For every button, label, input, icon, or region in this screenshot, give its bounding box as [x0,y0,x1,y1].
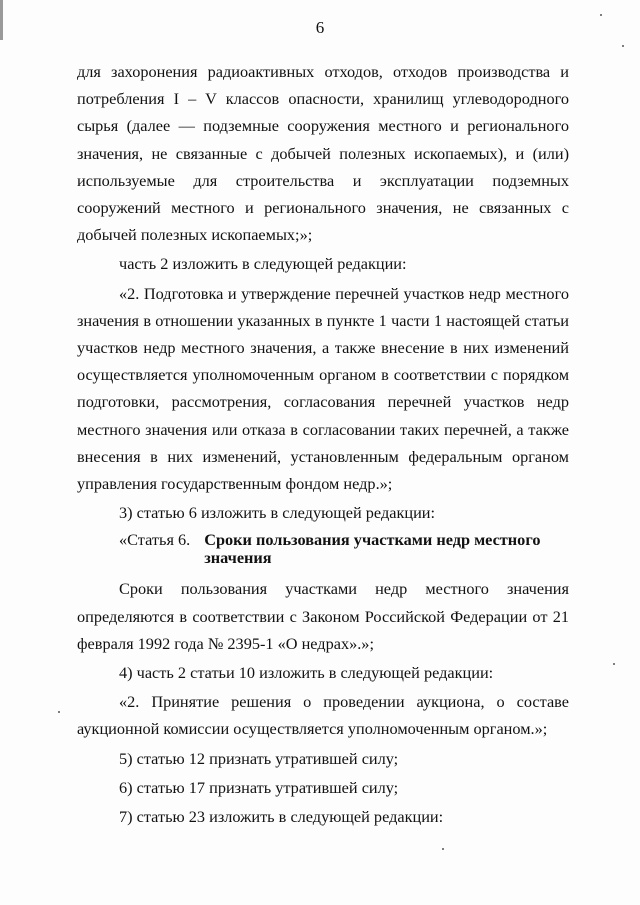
scan-speck [58,711,60,713]
article-heading [77,531,569,567]
paragraph-continuation: для захоронения радиоактивных отходов, отходов производства и потребления I – V классов опасности, хранилищ углеводородного сырья (далее — подземные сооружения местного и регионального значения, не связанные с добычей полезных ископаемых), и (или) используемые для строительства и эксплуатации подземных сооружений местного и регионального значения, не связанных с добычей полезных ископаемых;»; [77,62,569,245]
article-number: «Статья 6. [119,530,191,550]
scan-speck [442,848,444,850]
document-body [77,58,569,830]
paragraph-article-17: 6) статью 17 признать утратившей силу; [119,777,399,797]
paragraph-amendment-article-10: 4) часть 2 статьи 10 изложить в следующей редакции: [119,663,494,683]
paragraph-amendment-article-6: 3) статью 6 изложить в следующей редакции: [119,503,436,523]
paragraph-amendment-part-2: часть 2 изложить в следующей редакции: [119,254,407,274]
paragraph-quoted-part-2: «2. Подготовка и утверждение перечней участков недр местного значения в отношении указанных в пункте 1 части 1 настоящей статьи участков недр местного значения, а также внесение в них изменений осуществляется уполномоченным органом в соответствии с порядком подготовки, рассмотрения, согласования перечней участков недр местного значения или отказа в согласовании таких перечней, а также внесения в них изменений, установленным федеральным органом управления государственным фондом недр.»; [77,283,569,494]
scan-speck [600,14,602,16]
page-number: 6 [315,18,325,37]
paragraph-article-23: 7) статью 23 изложить в следующей редакции: [119,807,444,827]
paragraph-quoted-article-10: «2. Принятие решения о проведении аукциона, о составе аукционной комиссии осуществляется уполномоченным органом.»; [77,692,569,739]
article-title: Сроки пользования участками недр местного значения [204,530,541,568]
scan-speck [622,45,624,47]
paragraph-article-12: 5) статью 12 признать утратившей силу; [119,748,399,768]
paragraph-article-6-text: Сроки пользования участками недр местного значения определяются в соответствии с Законом Российской Федерации от 21 февраля 1992 года № 2395-1 «О недрах».»; [77,579,569,653]
scan-speck [613,663,615,665]
